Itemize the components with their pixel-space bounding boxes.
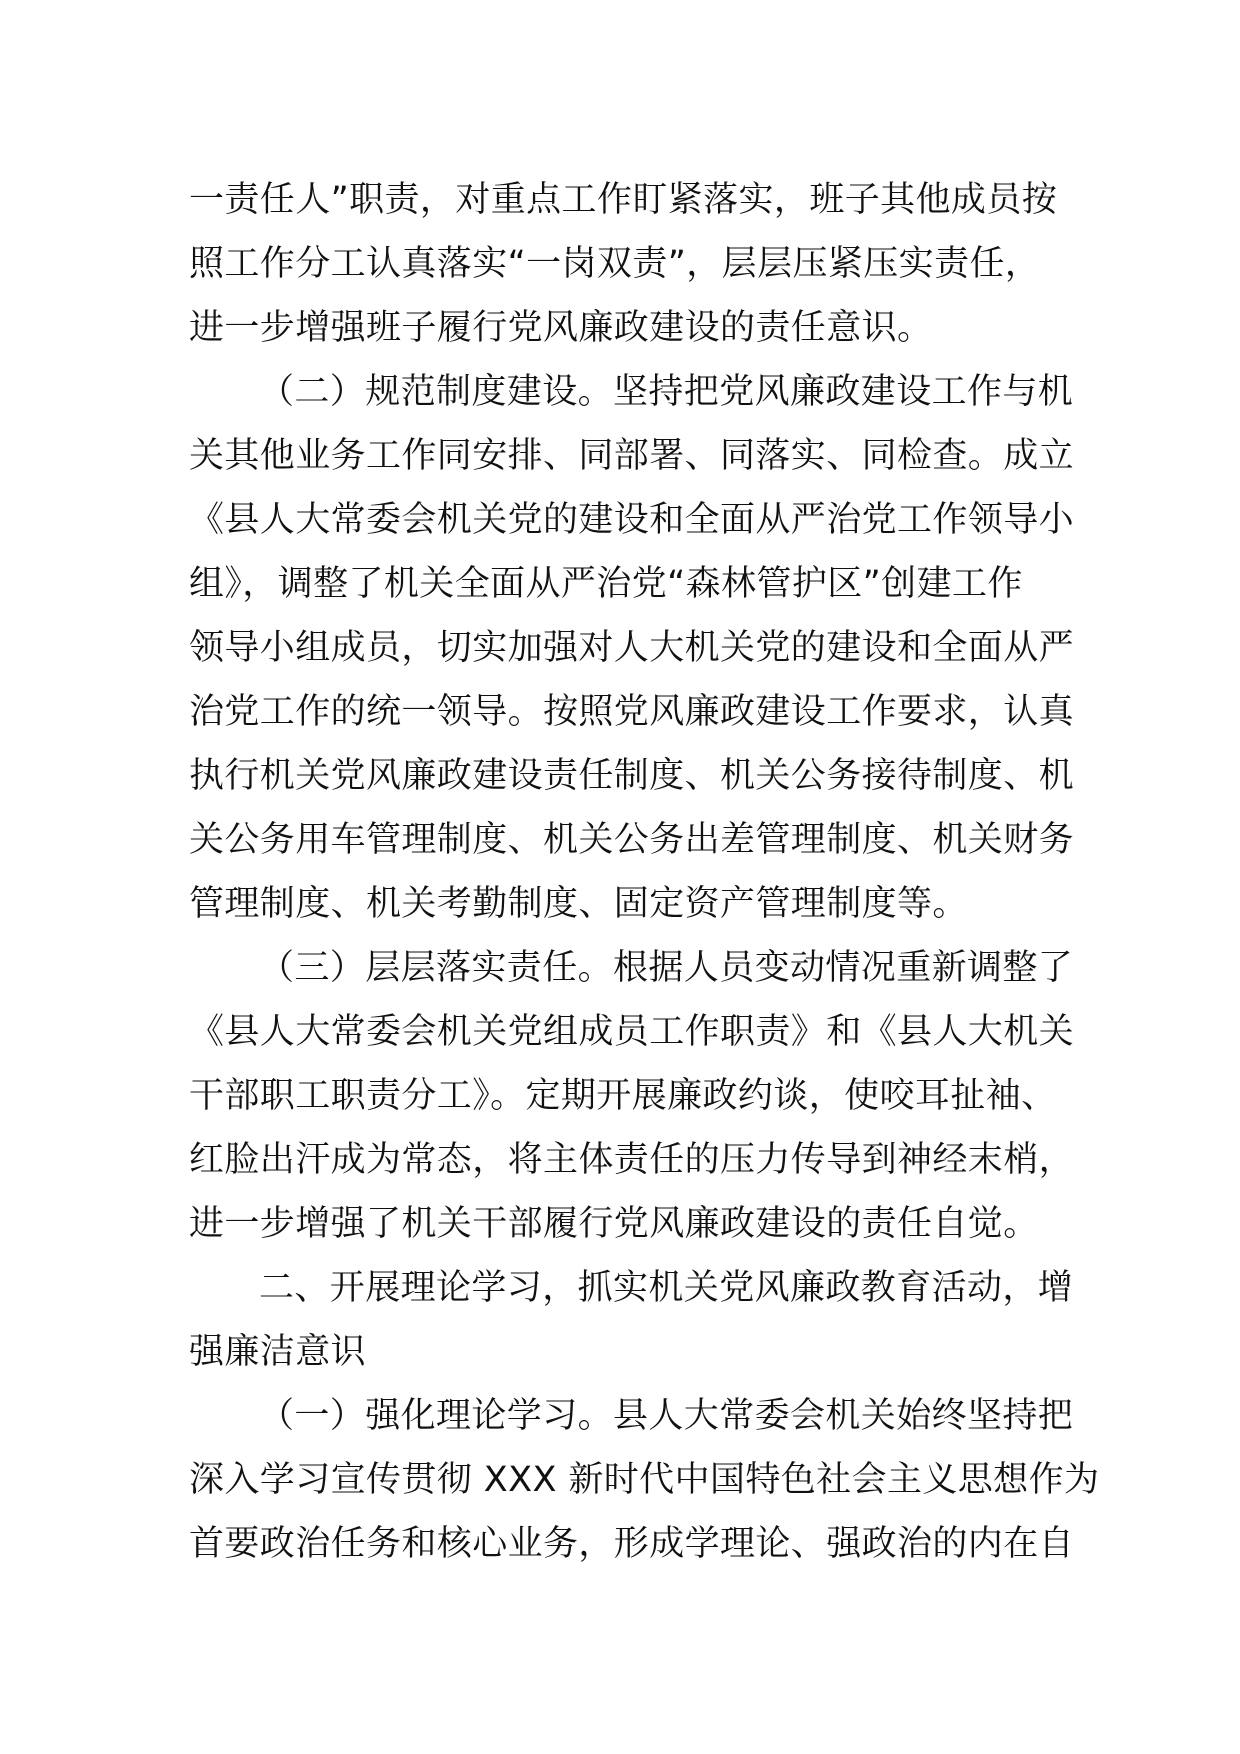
text-line: 领导小组成员，切实加强对人大机关党的建设和全面从严	[189, 628, 1075, 668]
section-heading-line: （二）规范制度建设。坚持把党风廉政建设工作与机	[259, 372, 1074, 412]
text-line: 深入学习宣传贯彻 XXX 新时代中国特色社会主义思想作为	[189, 1460, 1100, 1500]
text-line: 强廉洁意识	[189, 1332, 367, 1372]
text-line: 进一步增强班子履行党风廉政建设的责任意识。	[189, 308, 933, 348]
text-line: 照工作分工认真落实“一岗双责”，层层压紧压实责任，	[189, 244, 1041, 284]
text-line: 红脸出汗成为常态，将主体责任的压力传导到神经末梢，	[189, 1140, 1075, 1180]
text-line: 执行机关党风廉政建设责任制度、机关公务接待制度、机	[189, 756, 1075, 796]
text-line: 首要政治任务和核心业务，形成学理论、强政治的内在自	[189, 1524, 1075, 1564]
section-heading-line: （三）层层落实责任。根据人员变动情况重新调整了	[259, 948, 1074, 988]
text-line: 组》，调整了机关全面从严治党“森林管护区”创建工作	[189, 564, 1023, 604]
text-line: 进一步增强了机关干部履行党风廉政建设的责任自觉。	[189, 1204, 1039, 1244]
text-line: 一责任人”职责，对重点工作盯紧落实，班子其他成员按	[189, 180, 1058, 220]
text-line: 治党工作的统一领导。按照党风廉政建设工作要求，认真	[189, 692, 1075, 732]
text-line: 管理制度、机关考勤制度、固定资产管理制度等。	[189, 884, 968, 924]
section-heading-line: 二、开展理论学习，抓实机关党风廉政教育活动，增	[259, 1268, 1074, 1308]
section-heading-line: （一）强化理论学习。县人大常委会机关始终坚持把	[259, 1396, 1074, 1436]
text-line: 关公务用车管理制度、机关公务出差管理制度、机关财务	[189, 820, 1075, 860]
text-line: 干部职工职责分工》。定期开展廉政约谈，使咬耳扯袖、	[189, 1076, 1057, 1116]
text-line: 《县人大常委会机关党的建设和全面从严治党工作领导小	[189, 500, 1075, 540]
text-line: 关其他业务工作同安排、同部署、同落实、同检查。成立	[189, 436, 1075, 476]
text-line: 《县人大常委会机关党组成员工作职责》和《县人大机关	[189, 1012, 1075, 1052]
document-body	[189, 168, 1100, 1576]
